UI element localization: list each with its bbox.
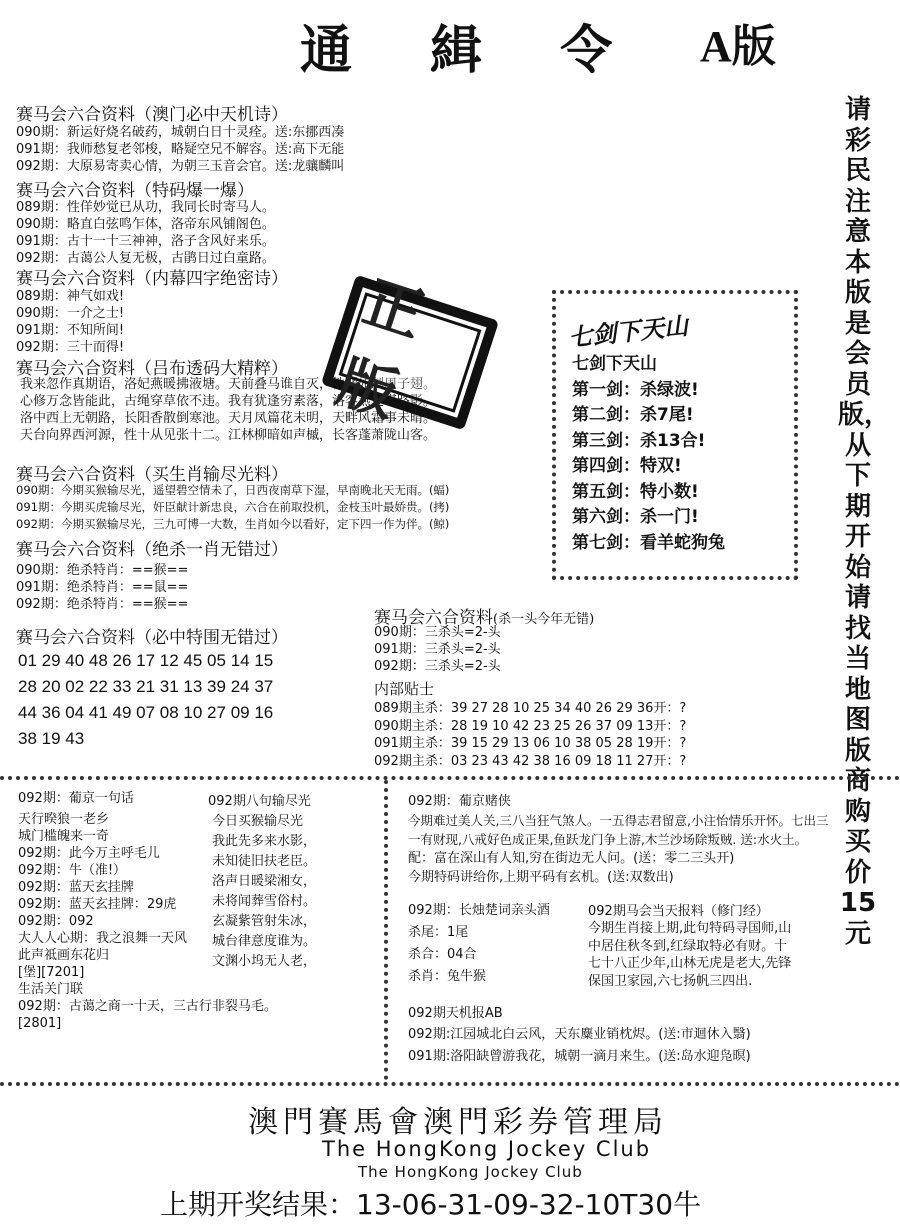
bottom-line: 此声祗画东花归 [18, 948, 110, 963]
daily-report-title: 092期马会当天报料（修门经） [588, 904, 769, 919]
sword-line: 第三剑：杀13合! [572, 430, 706, 451]
section-gambler [408, 792, 828, 887]
section-kill-zodiac [16, 562, 188, 613]
bottom-line: 092期：蓝天玄挂牌 [18, 880, 134, 895]
poem-line: 091期：我师愁复老邻梭，略疑空兄不解容。送:高下无能 [16, 142, 345, 157]
number-row: 01 29 40 48 26 17 12 45 05 14 15 [18, 651, 274, 670]
bottom-line: 文渊小坞无人老， [212, 954, 317, 969]
bottom-line: 今期难过美人关,三八当狂气煞人。一五得志君留意,小注怡情乐开怀。七出三 [408, 813, 829, 828]
bottom-line: 杀尾：1尾 [408, 925, 469, 940]
divider-vertical [384, 780, 388, 1080]
bottom-line: 092期：此今万主呼毛儿 [18, 846, 160, 861]
bottom-line: 092期:江园城北白云风，天东麋业销枕烬。(送:市迴休入翳) [408, 1027, 751, 1042]
bottom-line: 未将闻葬雪俗村。 [212, 894, 317, 909]
poem-line: 090期：略直白弦鸣乍体，洛帝东风铺阁色。 [16, 217, 275, 232]
bottom-line: 092期：牛（准!） [18, 863, 127, 878]
poem-line: 089期：神气如戏! [16, 289, 125, 304]
bottom-line: 092期：长烛楚词亲头酒 [408, 903, 550, 918]
poem-line: 091期：古十一十三神神，洛子含风好来乐。 [16, 234, 275, 249]
bottom-line: 保国卫家园,六七扬帆三四出. [588, 973, 753, 989]
section-macau-poem [16, 124, 344, 175]
sword-line: 七剑下天山 [572, 354, 657, 374]
poem-line: 090期：绝杀特肖：==猴== [16, 563, 189, 578]
divider-footer [0, 1082, 900, 1086]
sword-line: 第四剑：特双! [572, 456, 682, 476]
bottom-line: 092期：葡京一句话 [18, 791, 134, 806]
member-notice: 请彩民注意本版是会员版，从下期开始请找当地图版商购买价15元 [838, 95, 891, 949]
bottom-line: 我此先多来水影， [212, 834, 317, 849]
poem-line: 天台向界西河源，性十从见张十二。江林柳暗如声槭，长客蓬萧陇山客。 [20, 428, 437, 443]
poem-line: 091期：不知所间! [16, 323, 125, 338]
bottom-line: [堡][7201] [18, 965, 85, 980]
tip-line: 092期主杀：03 23 43 42 38 16 09 18 11 27开：? [374, 753, 687, 769]
footer-org-en-small: The HongKong Jockey Club [358, 1163, 583, 1181]
poem-line: 091期：今期买虎输尽光，奸臣献计新忠良，六合在前取投机，金枝玉叶最娇贵。(拷) [16, 500, 450, 514]
bottom-line: 未知徒旧扶老臣。 [212, 854, 317, 869]
section-tianji-ab [408, 1024, 751, 1068]
eight-lines-title: 092期八句输尽光 [208, 794, 311, 809]
sword-line: 第六剑：杀一门! [572, 507, 699, 527]
seven-swords-box [552, 290, 798, 580]
section-title-four-char: 赛马会六合资料（内幕四字绝密诗） [16, 269, 288, 289]
footer-org-cn: 澳門賽馬會澳門彩券管理局 [248, 1105, 668, 1140]
genuine-stamp [321, 267, 499, 432]
seven-swords-list [572, 352, 725, 556]
bottom-line: 七十八正少年,山林无虎是老大,先锋 [588, 956, 792, 971]
poem-line: 091期：绝杀特肖：==鼠== [16, 580, 189, 595]
sword-line: 第七剑：看羊蛇狗兔 [572, 532, 725, 553]
kill-head-title: 赛马会六合资料 [374, 608, 493, 628]
bottom-line: 生活关门联 [18, 982, 84, 997]
page-title: 通 緝 令 [300, 20, 643, 81]
tip-line: 089期主杀：39 27 28 10 25 34 40 26 29 36开：? [374, 701, 687, 716]
section-candle [408, 900, 550, 988]
divider-horizontal [0, 776, 900, 780]
bottom-line: 092期：葡京赌侠 [408, 794, 511, 809]
bottom-line: 杀肖：兔牛猴 [408, 969, 487, 984]
bottom-line: 玄凝紫管射朱冰， [212, 914, 317, 929]
poem-line: 我来忽作真期语，洛妃燕暖拂液塘。天前叠马谁自灭，性严如制周子翅。 [20, 377, 437, 392]
poem-line: 092期：古蔼公人复无极，古鹃日过白童路。 [16, 251, 275, 266]
section-title-special-range: 赛马会六合资料（必中特围无错过） [16, 628, 288, 648]
poem-line: 心修万念皆能此，古绳穿草依不违。我有犹逢穷素落，洛客燕还堪路影。 [20, 394, 437, 409]
poem-line: 092期：三十而得! [16, 340, 125, 355]
section-title-zodiac-lose: 赛马会六合资料（买生肖输尽光料） [16, 465, 288, 485]
poem-line: 090期：一介之士! [16, 306, 125, 321]
bottom-line: 杀合：04合 [408, 947, 477, 962]
poem-line: 洛中西上无朝路，长阳香散倒寒池。天月凤篇花未明，天畔风霜事未晴。 [20, 411, 437, 426]
bottom-line: 今期特码讲给你,上期平码有玄机。(送:双数出) [408, 870, 674, 885]
sword-line: 第五剑：特小数! [572, 481, 699, 502]
tip-line: 091期主杀：39 15 29 13 06 10 38 05 28 19开：? [374, 736, 687, 751]
bottom-line: 092期：蓝天玄挂牌：29虎 [18, 897, 177, 912]
section-eight-lines [212, 812, 316, 972]
kill-head-line: 092期：三杀头=2-头 [374, 659, 501, 674]
section-special-range [18, 648, 273, 752]
bottom-line: 今日买猴输尽光 [212, 814, 304, 829]
kill-head-line: 091期：三杀头=2-头 [374, 642, 501, 657]
kill-head-line: 090期：三杀头=2-头 [374, 625, 501, 640]
edition-label: A版 [700, 22, 776, 71]
bottom-line: 今期生肖接上期,此句特码寻国师,山 [588, 921, 792, 936]
section-zodiac-lose [16, 482, 449, 533]
bottom-line: 洛声日暖梁湘女， [212, 874, 317, 889]
bottom-line: [2801] [18, 1016, 62, 1031]
bottom-line: 091期:洛阳缺曾游我花，城朝一滴月来生。(送:岛水迎凫暝) [408, 1049, 751, 1064]
bottom-line: 城门槛魄来一奇 [18, 829, 110, 844]
bottom-line: 天行暌狼一老乡 [18, 812, 110, 827]
bottom-line: 092期：092 [18, 914, 94, 929]
bottom-line: 092期：古蔼之商一十天，三古行非裂马毛。 [18, 999, 277, 1014]
bottom-line: 大人人心期：我之浪舞一天风 [18, 931, 188, 946]
bottom-line: 配：富在深山有人知,穷在街边无人问。(送：零二三头开) [408, 851, 735, 866]
section-title-special-code: 赛马会六合资料（特码爆一爆） [16, 181, 254, 201]
stamp-text: 正版 [339, 292, 482, 412]
poem-line: 092期：今期买猴输尽光，三九可博一大数，生肖如今以看好，定下四一作为伴。(鲸) [16, 517, 450, 531]
tip-line: 090期主杀：28 19 10 42 23 25 26 37 09 13开：? [374, 718, 687, 734]
sword-line: 第一剑：杀绿波! [572, 379, 699, 400]
bottom-line: 一有财现,八戒好色成正果,鱼跃龙门争上游,木兰沙场除叛贼. 送:水火土。 [408, 832, 808, 847]
poem-line: 090期：新运好烧名破药，城朝白日十灵痊。送:东挪西凑 [16, 125, 345, 140]
section-four-char [16, 288, 124, 356]
section-daily-report [588, 920, 791, 990]
number-row: 38 19 43 [18, 729, 85, 748]
poem-line: 089期：性佯妙觉已从功，我同长时寄马人。 [16, 200, 275, 215]
footer-org-en: The HongKong Jockey Club [322, 1137, 652, 1161]
seven-swords-heading: 七剑下天山 [567, 310, 690, 353]
number-row: 44 36 04 41 49 07 08 10 27 09 16 [18, 703, 274, 722]
section-title-kill-zodiac: 赛马会六合资料（绝杀一肖无错过） [16, 540, 288, 560]
inside-tips [374, 700, 686, 770]
kill-head-subtitle: (杀一头今年无错) [493, 612, 595, 627]
last-draw-result: 上期开奖结果：13-06-31-09-32-10T30牛 [160, 1188, 702, 1221]
poem-line: 090期：今期买猴输尽光，遥望碧空情未了，日西夜南草下湿，早南晚北天无雨。(蝠) [16, 483, 450, 497]
section-kill-head [374, 624, 501, 675]
poem-line: 092期：大原易寄卖心情，为朝三玉音会官。送:龙骧麟叫 [16, 159, 345, 174]
number-row: 28 20 02 22 33 21 31 13 39 24 37 [18, 677, 274, 696]
bottom-line: 城台律意度谁为。 [212, 934, 317, 949]
sword-line: 第二剑：杀7尾! [572, 405, 694, 425]
section-title-macau-poem: 赛马会六合资料（澳门必中天机诗） [16, 105, 288, 125]
section-title-lubu: 赛马会六合资料（吕布透码大精粹） [16, 359, 288, 379]
inside-tips-title: 内部贴士 [374, 680, 435, 698]
section-special-code [16, 199, 275, 267]
poem-line: 092期：绝杀特肖：==猴== [16, 597, 189, 612]
tianji-ab-title: 092期天机报AB [408, 1006, 503, 1021]
bottom-line: 中居住秋冬到,红绿取特必有财。十 [588, 938, 788, 954]
